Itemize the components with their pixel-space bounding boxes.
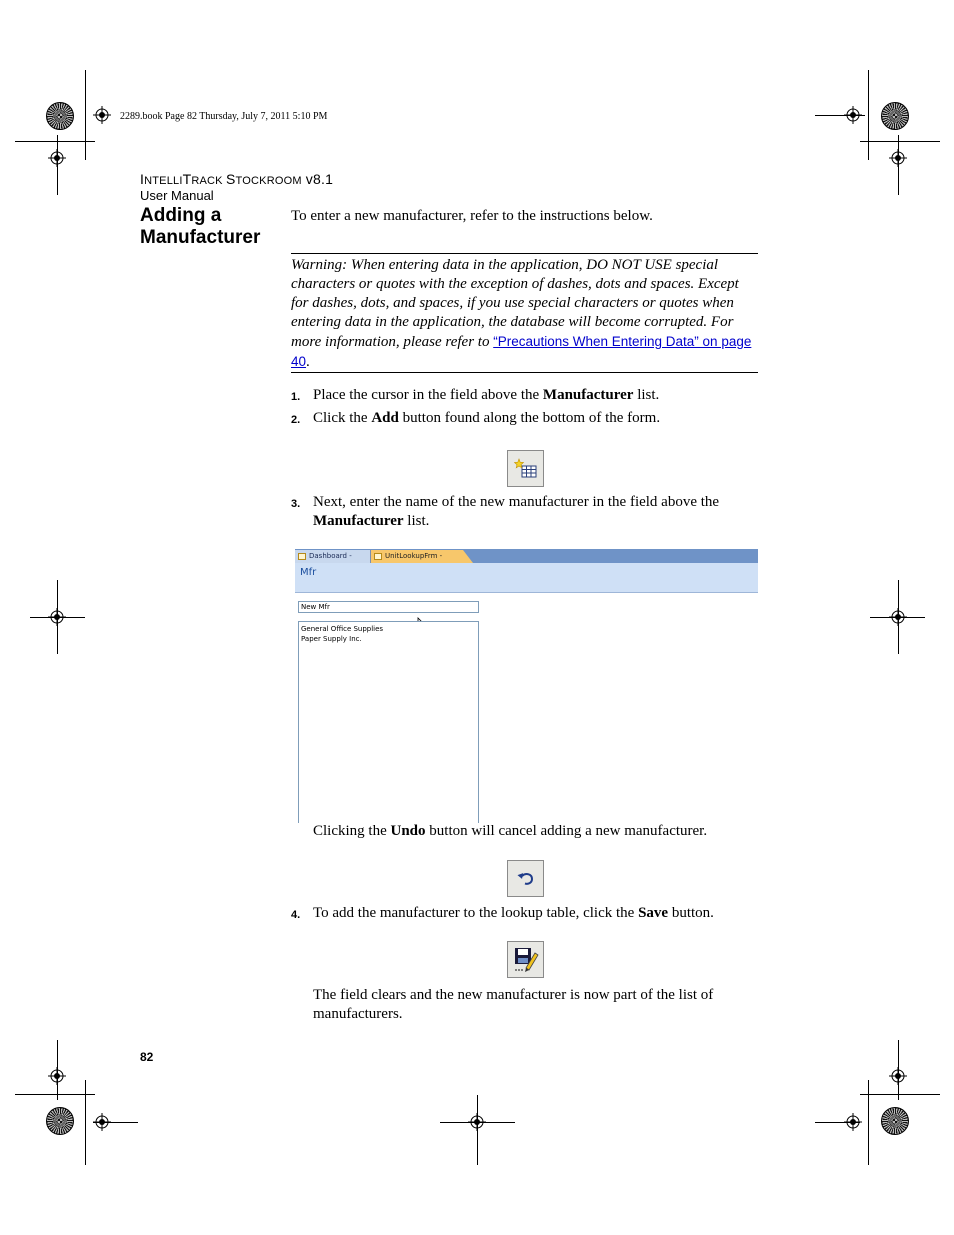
registration-dial-icon xyxy=(46,1107,74,1135)
form-icon xyxy=(298,553,306,560)
step-item: 3. Next, enter the name of the new manufacturer in the field above the Manufacturer list. xyxy=(291,494,720,529)
warning-bottom-rule xyxy=(291,372,758,373)
tab-dashboard[interactable]: Dashboard - xyxy=(295,550,371,563)
manufacturer-input[interactable]: New Mfr xyxy=(298,601,479,613)
add-button[interactable] xyxy=(507,450,544,487)
save-icon xyxy=(512,946,540,974)
section-title: Adding a Manufacturer xyxy=(140,205,261,248)
running-subheader: User Manual xyxy=(140,188,214,203)
undo-icon xyxy=(516,871,536,887)
save-button[interactable] xyxy=(507,941,544,978)
running-header: INTELLITRACK STOCKROOM v8.1 xyxy=(140,171,334,187)
tab-edge-icon xyxy=(463,550,473,563)
warning-top-rule xyxy=(291,253,758,254)
document-tab-bar xyxy=(295,549,758,563)
add-record-icon xyxy=(514,458,538,480)
list-item[interactable]: General Office Supplies xyxy=(301,625,384,633)
undo-note: Clicking the Undo button will cancel adding a new manufacturer. xyxy=(313,823,708,839)
form-header: Mfr xyxy=(295,563,758,593)
registration-target-icon xyxy=(93,106,111,124)
registration-dial-icon xyxy=(881,1107,909,1135)
manufacturer-list[interactable] xyxy=(298,621,479,823)
tab-unit-lookup[interactable]: UnitLookupFrm - xyxy=(371,550,463,563)
print-slug: 2289.book Page 82 Thursday, July 7, 2011 5:10 PM xyxy=(120,111,328,122)
registration-dial-icon xyxy=(881,102,909,130)
lookup-form-screenshot xyxy=(295,549,758,823)
final-note: The field clears and the new manufacturer is now part of the list of manufacturers. xyxy=(313,987,714,1022)
registration-dial-icon xyxy=(46,102,74,130)
page-number: 82 xyxy=(140,1050,154,1064)
list-item[interactable]: Paper Supply Inc. xyxy=(301,635,362,643)
form-icon xyxy=(374,553,382,560)
precautions-link[interactable]: “Precautions When Entering Data” on page 40 xyxy=(291,334,752,369)
intro-paragraph: To enter a new manufacturer, refer to the instructions below. xyxy=(291,208,653,224)
undo-button[interactable] xyxy=(507,860,544,897)
warning-note: Warning: When entering data in the application, DO NOT USE special characters or quotes with the exception of dashes, dots and spaces. Except for dashes, dots, and spaces, if you use special characters or quotes when entering data in the application, the database will become corrupted. For more information, please refer to “Precautions When Entering Data” on page 40. xyxy=(291,257,752,370)
